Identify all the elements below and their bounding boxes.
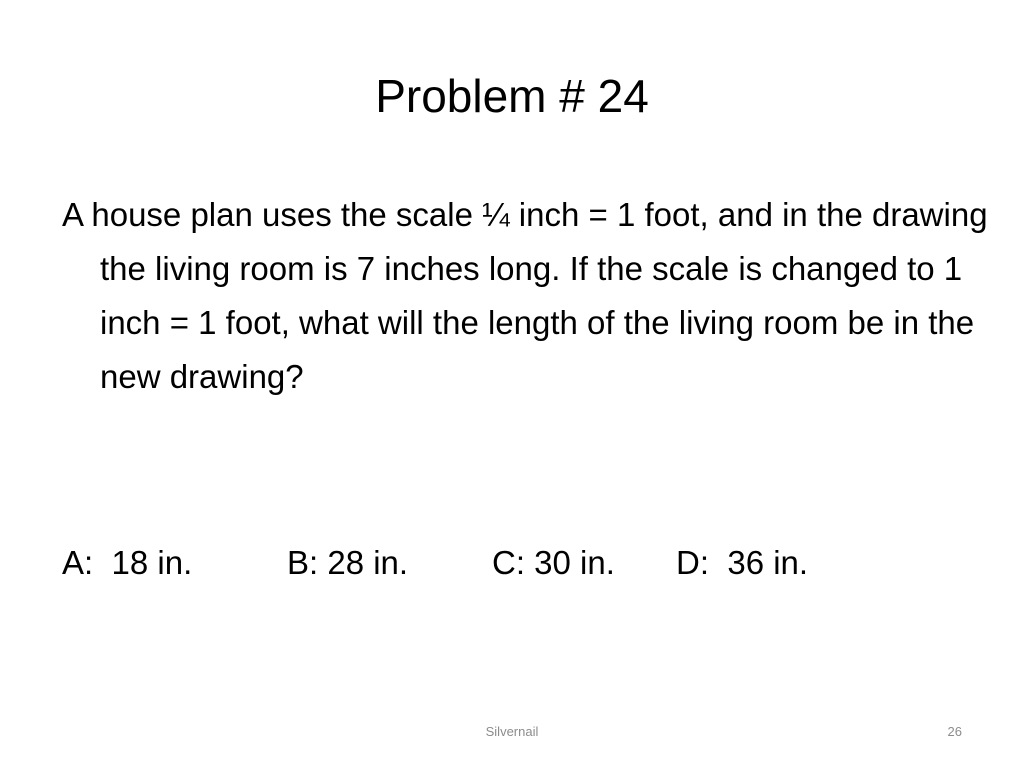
problem-question: A house plan uses the scale ¼ inch = 1 foot, and in the drawing the living room is 7 inches long. If the scale is changed to 1 inch = 1 foot, what will the length of the living room be in the new drawing? bbox=[62, 196, 988, 395]
answer-choice-d: D: 36 in. bbox=[676, 544, 809, 581]
answer-choice-b: B: 28 in. bbox=[287, 544, 409, 581]
answer-choices bbox=[62, 536, 962, 590]
slide-title: Problem # 24 bbox=[375, 70, 649, 122]
footer-author: Silvernail bbox=[485, 724, 539, 739]
footer-page-number: 26 bbox=[947, 724, 962, 739]
answer-choice-c: C: 30 in. bbox=[492, 544, 615, 581]
answer-choice-a: A: 18 in. bbox=[62, 544, 193, 581]
